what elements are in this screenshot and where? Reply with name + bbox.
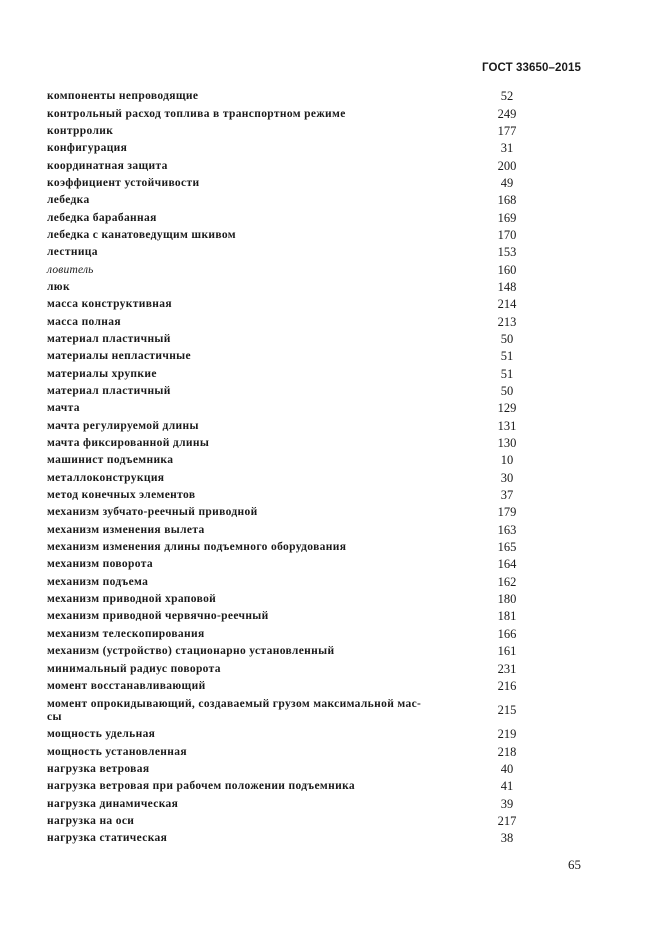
index-page-ref: 31 [500,141,514,156]
index-entry [47,778,557,795]
index-page-ref: 165 [497,540,517,555]
index-term: механизм телескопирования [47,627,205,640]
index-term: метод конечных элементов [47,489,196,502]
index-term: люк [47,280,70,293]
index-term: масса конструктивная [47,298,172,311]
index-entry [47,726,557,743]
index-page-ref: 177 [497,123,517,138]
index-term: момент опрокидывающий, создаваемый грузом максимальной мас- сы [47,697,422,723]
index-entry [47,123,557,140]
index-term: материалы непластичные [47,350,191,363]
index-entry [47,556,557,573]
index-entry [47,105,557,122]
index-term: лестница [47,246,98,259]
index-page-ref: 51 [500,366,514,381]
index-term: масса полная [47,315,121,328]
index-entry [47,331,557,348]
index-entry [47,157,557,174]
index-page-ref: 214 [497,297,517,312]
index-page-ref: 30 [500,470,514,485]
index-term: контрольный расход топлива в транспортном режиме [47,107,346,120]
index-term: материал пластичный [47,332,171,345]
index-entry [47,400,557,417]
index-entry [47,695,557,726]
index-page-ref: 219 [497,727,517,742]
index-entry [47,643,557,660]
index-term: момент восстанавливающий [47,679,206,692]
index-term: ловитель [47,263,94,276]
index-term: мачта фиксированной длины [47,437,210,450]
index-entry [47,244,557,261]
index-term: механизм подъема [47,575,149,588]
index-entry [47,660,557,677]
index-page-ref: 179 [497,505,517,520]
index-term: мощность удельная [47,728,156,741]
index-entry [47,88,557,105]
index-page-ref: 217 [497,813,517,828]
index-term: лебедка барабанная [47,211,157,224]
index-term: нагрузка динамическая [47,797,179,810]
index-entry [47,830,557,847]
index-page-ref: 52 [500,89,514,104]
index-term: минимальный радиус поворота [47,662,221,675]
index-term: нагрузка ветровая [47,762,150,775]
index-entry [47,366,557,383]
index-entry [47,678,557,695]
index-term: нагрузка ветровая при рабочем положении подъемника [47,780,355,793]
index-page-ref: 213 [497,314,517,329]
index-term: машинист подъемника [47,454,174,467]
index-page-ref: 249 [497,106,517,121]
index-entry [47,261,557,278]
index-page-ref: 200 [497,158,517,173]
index-entry [47,435,557,452]
index-page-ref: 130 [497,436,517,451]
index-term: компоненты непроводящие [47,90,199,103]
index-term: конфигурация [47,142,128,155]
index-page-ref: 41 [500,779,514,794]
index-page-ref: 131 [497,418,517,433]
index-term: механизм приводной червячно-реечный [47,610,269,623]
index-page-ref: 163 [497,522,517,537]
page-number: 65 [568,857,581,872]
index-page-ref: 40 [500,761,514,776]
index-entry [47,175,557,192]
index-page-ref: 181 [497,609,517,624]
index-page-ref: 166 [497,626,517,641]
index-entry [47,418,557,435]
index-entry [47,383,557,400]
index-term: нагрузка на оси [47,814,135,827]
index-page-ref: 38 [500,831,514,846]
index-term: металлоконструкция [47,471,165,484]
index-entry [47,795,557,812]
index-entry [47,608,557,625]
index-entry [47,452,557,469]
index-page-ref: 231 [497,661,517,676]
index-page-ref: 162 [497,574,517,589]
index-term: мачта [47,402,80,415]
index-term: нагрузка статическая [47,832,168,845]
index-term: контрролик [47,124,114,137]
index-term: координатная защита [47,159,168,172]
index-entry [47,227,557,244]
index-page-ref: 129 [497,401,517,416]
index-page-ref: 153 [497,245,517,260]
index-entry [47,574,557,591]
index-page-ref: 164 [497,557,517,572]
index-term: механизм изменения длины подъемного оборудования [47,541,347,554]
subject-index-list [47,88,557,847]
index-entry [47,761,557,778]
index-page-ref: 170 [497,227,517,242]
index-entry [47,140,557,157]
index-entry [47,192,557,209]
index-entry [47,813,557,830]
index-term: лебедка [47,194,90,207]
index-entry [47,591,557,608]
index-entry [47,504,557,521]
index-term: материалы хрупкие [47,367,157,380]
index-entry [47,296,557,313]
index-page-ref: 180 [497,592,517,607]
index-page-ref: 168 [497,193,517,208]
index-entry [47,743,557,760]
index-page-ref: 10 [500,453,514,468]
index-entry [47,487,557,504]
index-page-ref: 49 [500,175,514,190]
index-term: материал пластичный [47,385,171,398]
index-term: мощность установленная [47,745,187,758]
index-term: мачта регулируемой длины [47,419,199,432]
index-page-ref: 216 [497,678,517,693]
index-term: механизм поворота [47,558,153,571]
index-term: механизм зубчато-реечный приводной [47,506,258,519]
index-term: механизм изменения вылета [47,523,205,536]
index-entry [47,348,557,365]
index-page-ref: 148 [497,279,517,294]
index-entry [47,539,557,556]
index-page-ref: 160 [497,262,517,277]
index-page-ref: 51 [500,349,514,364]
index-page-ref: 218 [497,744,517,759]
index-entry [47,522,557,539]
index-page-ref: 39 [500,796,514,811]
index-entry [47,470,557,487]
index-term: лебедка с канатоведущим шкивом [47,228,236,241]
index-page-ref: 169 [497,210,517,225]
index-page-ref: 50 [500,384,514,399]
index-term: коэффициент устойчивости [47,176,200,189]
index-entry [47,313,557,330]
index-entry [47,279,557,296]
index-page-ref: 37 [500,488,514,503]
index-term: механизм (устройство) стационарно установленный [47,645,335,658]
index-page-ref: 215 [497,703,517,718]
document-code: ГОСТ 33650–2015 [481,62,581,74]
index-page-ref: 161 [497,644,517,659]
index-entry [47,209,557,226]
index-page-ref: 50 [500,331,514,346]
index-term: механизм приводной храповой [47,593,217,606]
index-entry [47,626,557,643]
